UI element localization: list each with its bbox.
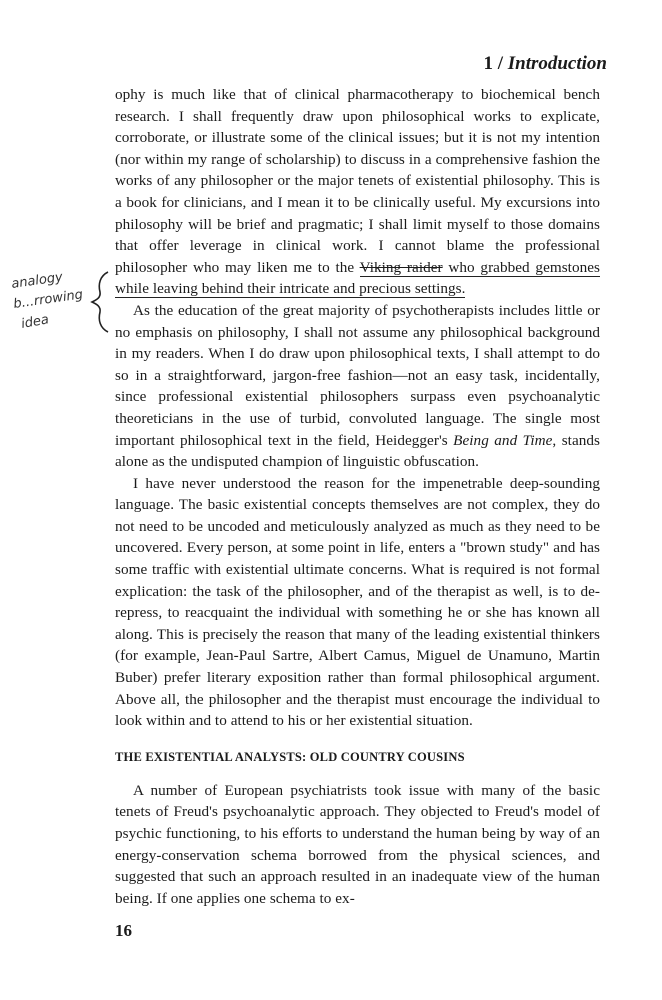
paragraph-1-text: ophy is much like that of clinical pharmacotherapy to biochemical bench research. I shall frequently draw upon philosophical works to explicate, corroborate, or illustrate some of the clinical issues; but it is not my intention (nor within my range of scholarship) to discuss in a comprehensive fashion the works of any philosopher or the major tenets of existential philosophy. This is a book for clinicians, and I mean it to be clinically useful. My excursions into philosophy will be brief and pragmatic; I shall limit myself to those domains that offer leverage in clinical work. I cannot blame the professional philosopher who may liken me to the xyxy=(115,86,600,276)
page-body xyxy=(115,84,600,909)
paragraph-4: A number of European psychiatrists took issue with many of the basic tenets of Freud's psychoanalytic approach. They objected to Freud's model of psychic functioning, to his efforts to understand the human being by way of an energy-conservation schema borrowed from the physical sciences, and suggested that such an approach resulted in an inadequate view of the human being. If one applies one schema to ex- xyxy=(115,781,600,907)
note-line-2: b...rrowing xyxy=(12,287,84,312)
page-number: 16 xyxy=(115,921,132,940)
handwritten-margin-note xyxy=(8,270,118,340)
paragraph-2-tail: , stands alone as the undisputed champion of linguistic obfuscation. xyxy=(115,431,600,471)
section-heading: THE EXISTENTIAL ANALYSTS: OLD COUNTRY COUSINS xyxy=(115,749,465,764)
paragraph-2-text: As the education of the great majority of psychotherapists includes little or no emphasis on philosophy, I shall not assume any philosophical background in my readers. When I do draw upon philosophical texts, I shall attempt to do so in a straightforward, jargon-free fashion—not an easy task, incidentally, since professional existential philosophers surpass even psychoanalytic theoreticians in the use of turbid, convoluted language. The single most important philosophical text in the field, Heidegger's xyxy=(115,301,600,449)
paragraph-2 xyxy=(115,300,600,473)
note-line-1: analogy xyxy=(10,269,64,292)
paragraph-1-tail: who grabbed gemstones while leaving behind their intricate and precious settings. xyxy=(115,258,600,298)
brace-mark xyxy=(92,272,108,332)
book-title: Being and Time xyxy=(453,431,553,449)
chapter-number: 1 xyxy=(483,53,493,74)
chapter-title: Introduction xyxy=(507,53,607,74)
underlined-phrase: Viking raider xyxy=(359,258,443,276)
header-separator: / xyxy=(497,53,503,74)
paragraph-3: I have never understood the reason for the impenetrable deep-sounding language. The basic existential concepts themselves are not complex, they do not need to be uncoded and meticulously analyzed as much as they need to be uncovered. Every person, at some point in life, enters a "brown study" and has some traffic with existential ultimate concerns. What is required is not formal explication: the task of the philosopher, and of the therapist as well, is to de-repress, to reacquaint the individual with something he or she has known all along. This is precisely the reason that many of the leading existential thinkers (for example, Jean-Paul Sartre, Albert Camus, Miguel de Unamuno, Martin Buber) prefer literary exposition rather than formal philosophical argument. Above all, the philosopher and the therapist must encourage the individual to look within and to attend to his or her existential situation. xyxy=(115,474,600,730)
running-head xyxy=(483,53,607,75)
paragraph-1 xyxy=(115,84,600,300)
note-line-3: idea xyxy=(20,312,51,332)
